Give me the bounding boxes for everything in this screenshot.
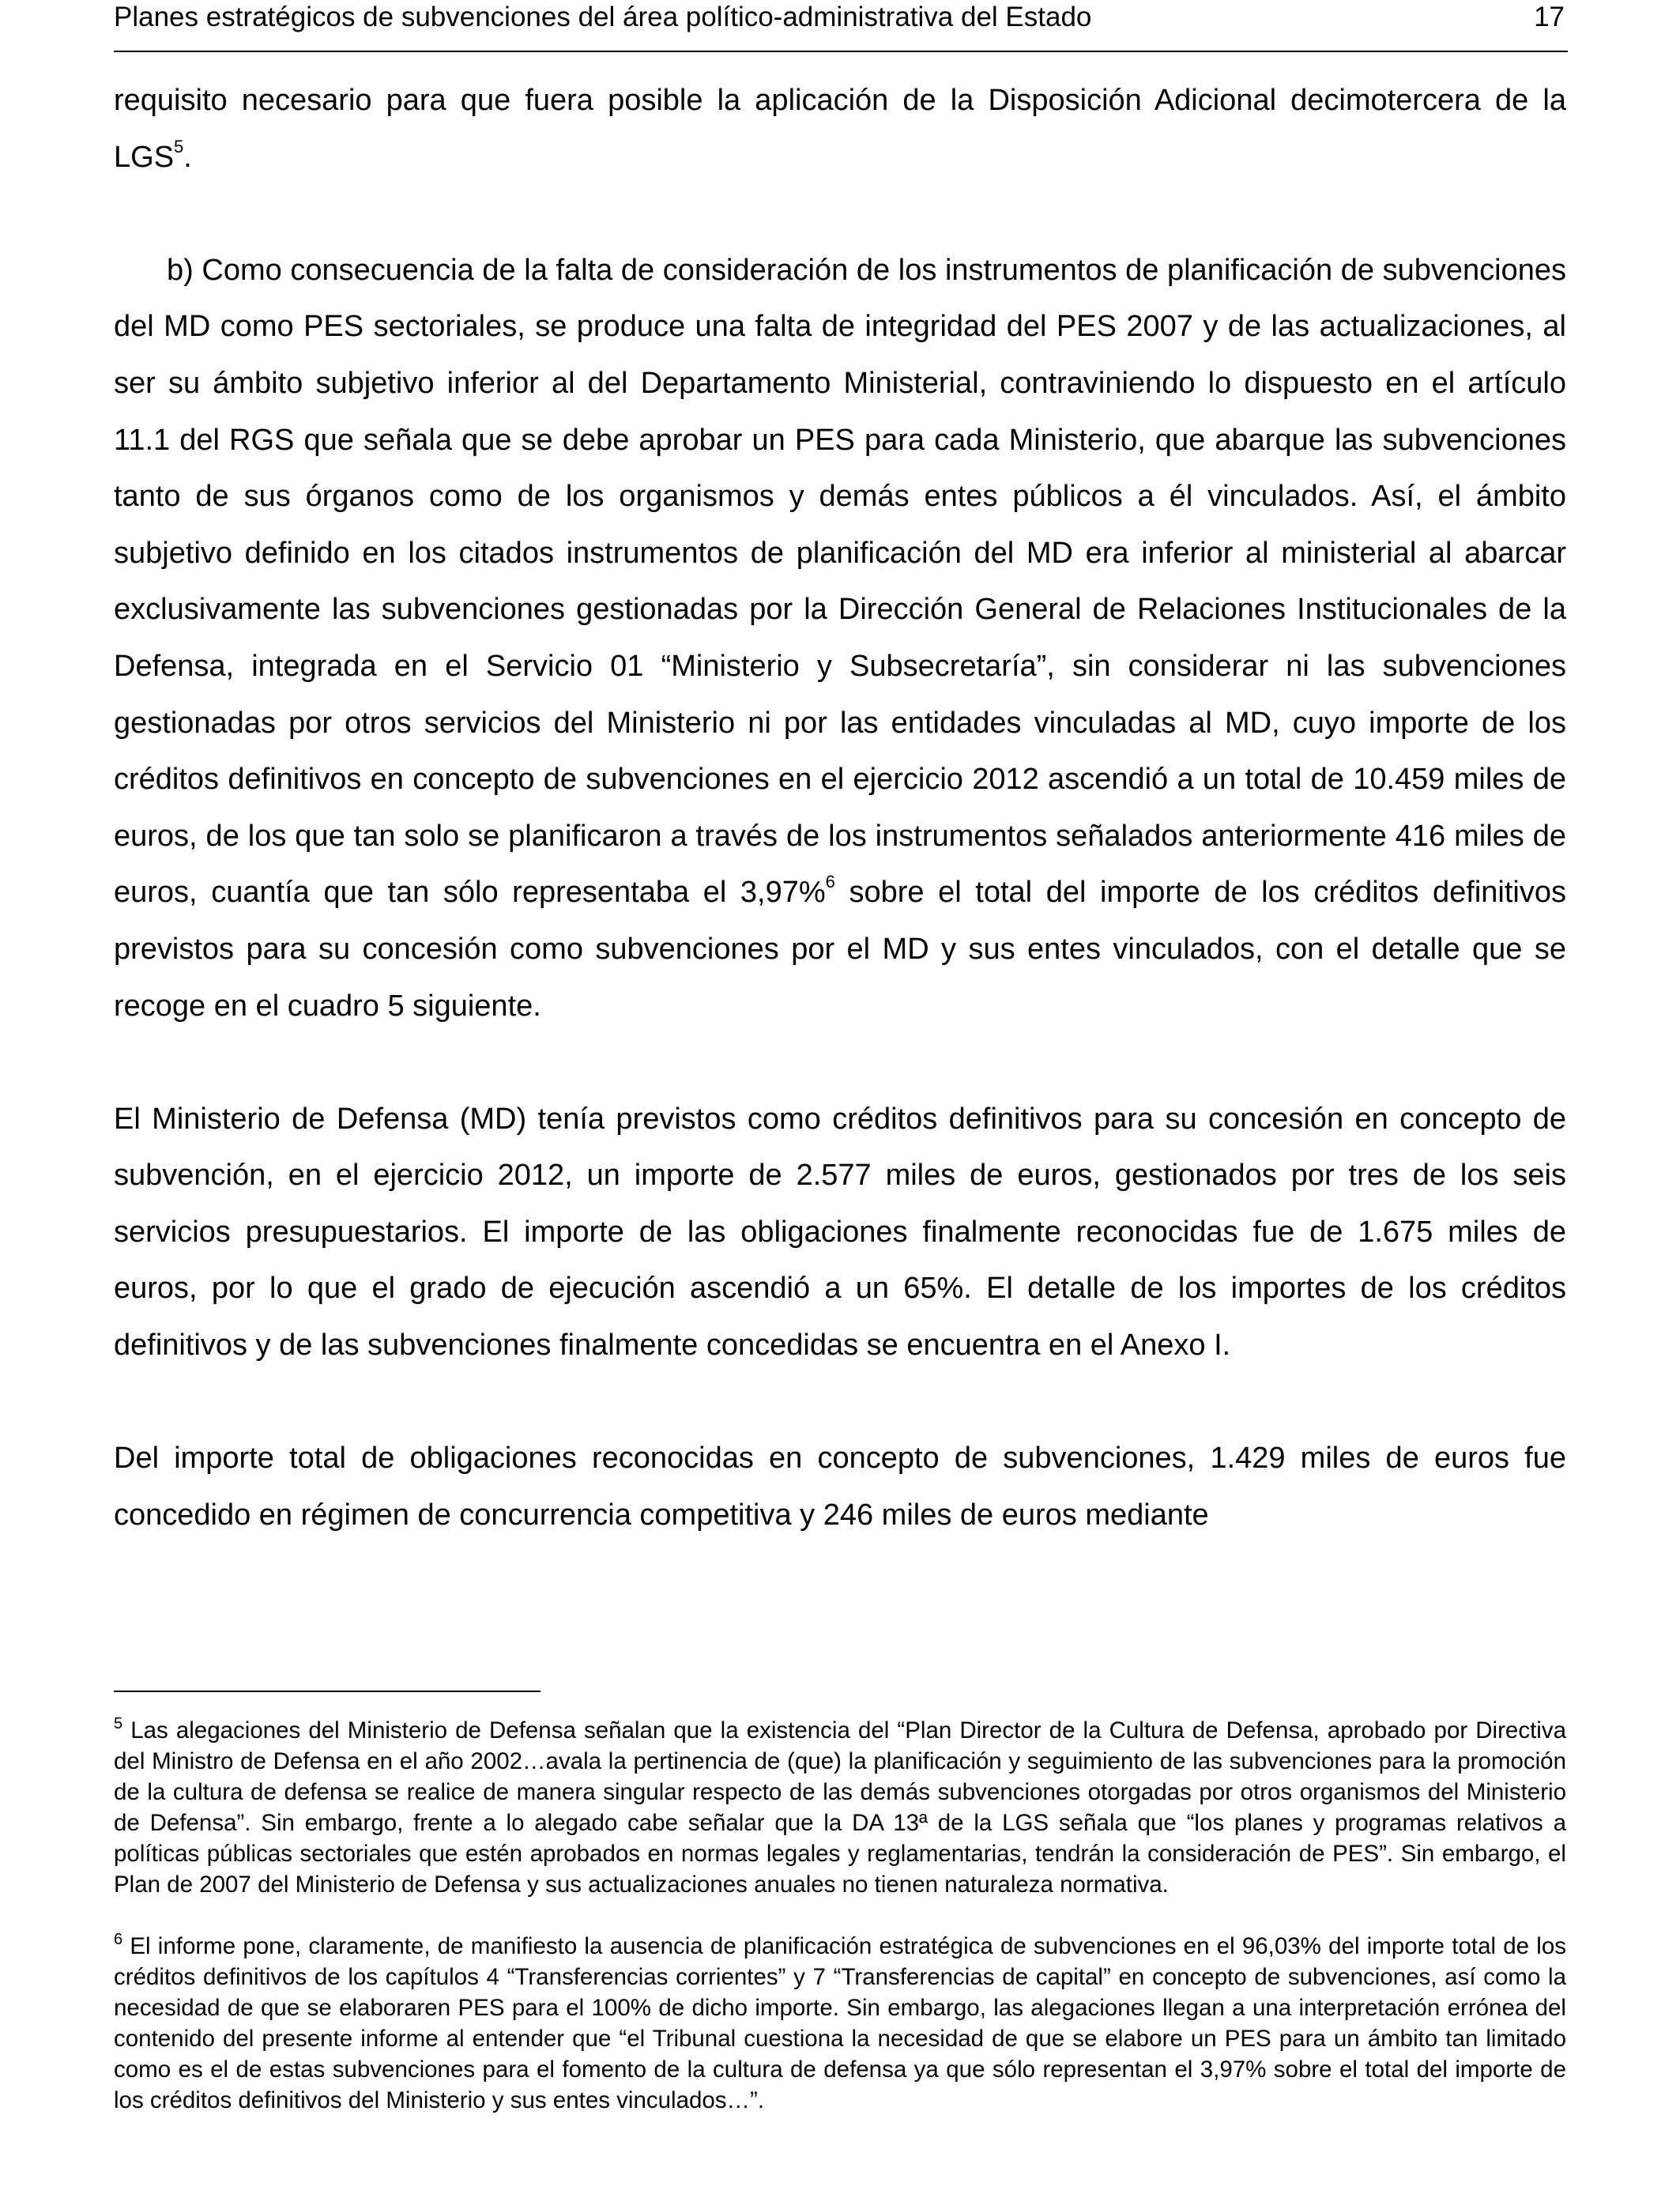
footnote-5-text: Las alegaciones del Ministerio de Defensa señalan que la existencia del “Plan Director de la Cultura de Defensa, aprobado por Directiva del Ministro de Defensa en el año 2002…avala la pertinencia de (que) la planificación y seguimiento de las subvenciones para la promoción de la cultura de defensa se realice de manera singular respecto de las demás subvenciones otorgadas por otros organismos del Ministerio de Defensa”. Sin embargo, frente a lo alegado cabe señalar que la DA 13ª de la LGS señala que “los planes y programas relativos a políticas públicas sectoriales que estén aprobados en normas legales y reglamentarias, tendrán la consideración de PES”. Sin embargo, el Plan de 2007 del Ministerio de Defensa y sus actualizaciones anuales no tienen naturaleza normativa. <box>114 1717 1566 1898</box>
paragraph-1-text: requisito necesario para que fuera posible la aplicación de la Disposición Adicional decimotercera de la LGS <box>114 84 1566 174</box>
footnote-ref-6[interactable]: 6 <box>825 872 835 892</box>
paragraph-3: El Ministerio de Defensa (MD) tenía previstos como créditos definitivos para su concesión en concepto de subvención, en el ejercicio 2012, un importe de 2.577 miles de euros, gestionados por tres de los seis servicios presupuestarios. El importe de las obligaciones finalmente reconocidas fue de 1.675 miles de euros, por lo que el grado de ejecución ascendió a un 65%. El detalle de los importes de los créditos definitivos y de las subvenciones finalmente concedidas se encuentra en el Anexo I. <box>114 1102 1566 1363</box>
body-text <box>114 73 1566 1544</box>
header-title: Planes estratégicos de subvenciones del área político-administrativa del Estado <box>114 2 1092 32</box>
footnote-separator <box>114 1691 541 1692</box>
page-number: 17 <box>1534 2 1565 32</box>
footnotes <box>114 1715 1566 2116</box>
footnote-6-number: 6 <box>114 1931 123 1948</box>
page-header <box>114 0 1568 52</box>
paragraph-gap <box>114 1374 1566 1431</box>
paragraph-1 <box>114 73 1566 186</box>
paragraph-2-text-a: b) Como consecuencia de la falta de consideración de los instrumentos de planificación de subvenciones del MD como PES sectoriales, se produce una falta de integridad del PES 2007 y de las actualizaciones, al ser su ámbito subjetivo inferior al del Departamento Ministerial, contraviniendo lo dispuesto en el artículo 11.1 del RGS que señala que se debe aprobar un PES para cada Ministerio, que abarque las subvenciones tanto de sus órganos como de los organismos y demás entes públicos a él vinculados. Así, el ámbito subjetivo definido en los citados instrumentos de planificación del MD era inferior al ministerial al abarcar exclusivamente las subvenciones gestionadas por la Dirección General de Relaciones Institucionales de la Defensa, integrada en el Servicio 01 “Ministerio y Subsecretaría”, sin considerar ni las subvenciones gestionadas por otros servicios del Ministerio ni por las entidades vinculadas al MD, cuyo importe de los créditos definitivos en concepto de subvenciones en el ejercicio 2012 ascendió a un total de 10.459 miles de euros, de los que tan solo se planificaron a través de los instrumentos señalados anteriormente 416 miles de euros, cuantía que tan sólo representaba el 3,97% <box>114 253 1566 910</box>
paragraph-2-text-b: sobre el total del importe de los créditos definitivos previstos para su concesión como subvenciones por el MD y sus entes vinculados, con el detalle que se recoge en el cuadro 5 siguiente. <box>114 876 1566 1023</box>
paragraph-4: Del importe total de obligaciones reconocidas en concepto de subvenciones, 1.429 miles de euros fue concedido en régimen de concurrencia competitiva y 246 miles de euros mediante <box>114 1442 1566 1532</box>
footnote-5-number: 5 <box>114 1715 123 1732</box>
footnote-ref-5[interactable]: 5 <box>174 136 184 156</box>
footnote-5 <box>114 1715 1566 1900</box>
footnote-gap <box>114 1900 1566 1931</box>
footnote-6 <box>114 1931 1566 2116</box>
paragraph-1-tail: . <box>183 140 192 174</box>
paragraph-gap <box>114 186 1566 243</box>
footnote-6-text: El informe pone, claramente, de manifiesto la ausencia de planificación estratégica de subvenciones en el 96,03% del importe total de los créditos definitivos de los capítulos 4 “Transferencias corrientes” y 7 “Transferencias de capital” en concepto de subvenciones, así como la necesidad de que se elaboraren PES para el 100% de dicho importe. Sin embargo, las alegaciones llegan a una interpretación errónea del contenido del presente informe al entender que “el Tribunal cuestiona la necesidad de que se elabore un PES para un ámbito tan limitado como es el de estas subvenciones para el fomento de la cultura de defensa ya que sólo representan el 3,97% sobre el total del importe de los créditos definitivos del Ministerio y sus entes vinculados…”. <box>114 1933 1566 2113</box>
paragraph-gap <box>114 1035 1566 1091</box>
paragraph-2 <box>114 243 1566 1035</box>
